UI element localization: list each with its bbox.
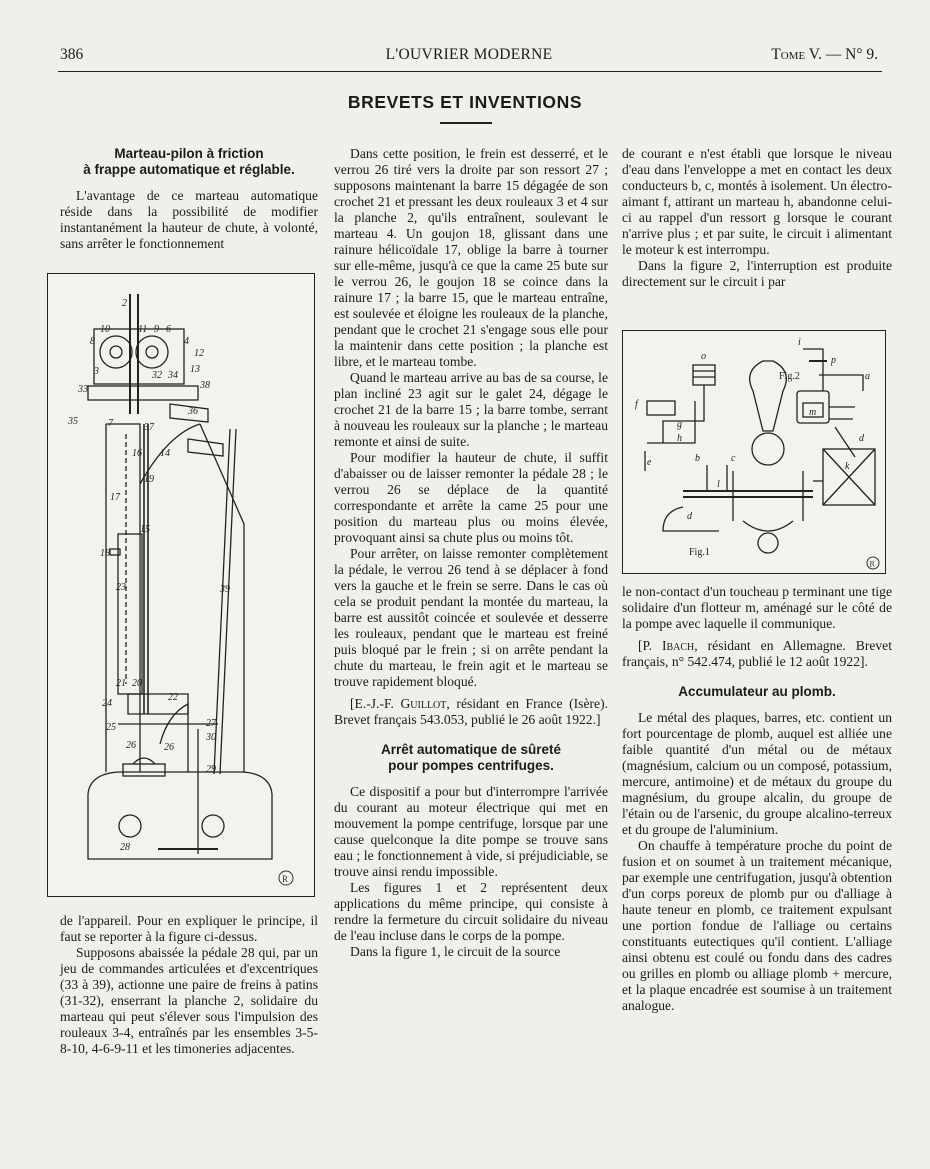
anvil-block [123,764,165,776]
fig1-label-f: f [635,399,638,410]
fig1-label-l: l [717,479,720,490]
hammer-h [647,401,675,415]
pump-bottom [743,521,793,531]
fig2-label-i: i [798,337,801,348]
article-1-intro: L'avantage de ce marteau automatique réside dans la possibilité de modifier instantanément la hauteur de chute, à volonté, sans arrêter le fonctionnement [60,188,318,251]
article-2-para-2: Les figures 1 et 2 représentent deux applications du même principe, qui consiste à rendre la fermeture du circuit solidaire du niveau de l'eau incluse dans le corps de la pompe. [334,880,608,943]
anvil-top [133,758,155,764]
fig2-caption: Fig.2 [779,371,800,382]
bracket-37 [188,439,223,456]
fig-label-28: 28 [120,842,130,853]
page-number: 386 [60,46,84,63]
column-1-bottom [60,913,318,1057]
fig1-label-c: c [731,453,736,464]
brake-plate [88,386,198,400]
fig-label-13: 13 [190,364,200,375]
lever-block [128,694,188,714]
fig-label-32: 32 [152,370,162,381]
wire-a [819,375,863,391]
fig-label-9: 9 [154,324,159,335]
fig-label-27: 27 [206,718,216,729]
fig-label-34: 34 [168,370,178,381]
section-title-rule [440,122,492,124]
fig-label-35: 35 [68,416,78,427]
credit-1-prefix: [E.-J.-F. [350,696,401,711]
fig-label-7: 7 [108,418,113,429]
column-3-top [622,146,892,290]
article-1-title [60,146,318,178]
fig-label-16: 16 [132,448,142,459]
article-1-para-4: Quand le marteau arrive au bas de sa course, le plan incliné 23 agit sur le galet 24, dégage le crochet 21 de la barre 15 ; la barre tombe, serrant à nouveau les rouleaux sur la planche ; le marteau remonte et ainsi de suite. [334,370,608,449]
hammer-ram [118,534,142,694]
article-1-para-1: de l'appareil. Pour en expliquer le principe, il faut se reporter à la figure ci-dessus. [60,913,318,944]
fig1-caption: Fig.1 [689,547,710,558]
base-hole-right [202,815,224,837]
article-3-para-1: Le métal des plaques, barres, etc. contient un fort pourcentage de plomb, auquel est alliée une faible quantité d'un métal ou de métaux (magnésium, calcium ou un composé, potassium, mercure, antimoine) et de métaux du groupe du magnésium, du groupe alcalin, du groupe de l'étain ou de l'arsenic, du groupe alcalino-terreux et du groupe de l'aluminium. [622,710,892,837]
hammer-drawing [48,274,314,896]
article-2-para-5: Dans la figure 2, l'interruption est produite directement sur le circuit i par [622,258,892,289]
float-pipes [829,407,855,419]
pump-impeller [752,433,784,465]
article-1-para-2: Supposons abaissée la pédale 28 qui, par un jeu de commandes articulées et d'excentriques (33 à 39), actionne une paire de freins à patins (31-32), enserrant la planche 2, solidaire du marteau qui peut s'élever sous l'impulsion des rouleaux 3-4, entraînés par les ensembles 3-5-8-10, 4-6-9-11 et les timoneries adjacentes. [60,945,318,1056]
fig-label-8: 8 [90,336,95,347]
fig-label-3: 3 [94,366,99,377]
article-2-para-4: de courant e n'est établi que lorsque le niveau d'eau dans l'enveloppe a met en contact les deux conducteurs b, c, montés à isolement. Un électro-aimant f, attirant un marteau h, abandonne celui-ci au rappel d'un ressort g lorsque le courant n'arrive plus ; et par suite, le circuit i alimentant le moteur k est interrompu. [622,146,892,257]
fig2-label-d: d [859,433,864,444]
fig-label-38: 38 [200,380,210,391]
volume-number: Tome V. — N° 9. [771,46,878,63]
running-header [60,46,878,68]
fig-label-29: 29 [206,764,216,775]
svg-text:R: R [869,559,875,569]
fig2-label-m: m [809,407,817,418]
fig-label-36: 36 [188,406,198,417]
section-title: BREVETS ET INVENTIONS [347,92,583,112]
fig-label-20: 20 [132,678,142,689]
fig2-label-a: a [865,371,870,382]
pump-drain [758,533,778,553]
article-1-credit [334,696,608,728]
publisher-mark-2 [867,557,879,569]
fig-label-10: 10 [100,324,110,335]
fig-label-18: 18 [100,548,110,559]
wire-d [835,427,855,457]
article-2-title [334,742,608,774]
fig-label-39: 39 [220,584,230,595]
credit-1-suffix: , résidant en France (Isère). Brevet français 543.053, publié le 26 août 1922.] [334,696,608,727]
fig-label-14: 14 [160,448,170,459]
article-1-para-3: Dans cette position, le frein est desserré, et le verrou 26 tiré vers la droite par son ressort 27 ; supposons maintenant la barre 15 dégagée de son crochet 21 et pressant les deux rouleaux 3 et 4 sur la planche 2, qu'ils entraînent, soulevant le marteau 4. Un goujon 18, glissant dans une rainure hélicoïdale 17, oblige la barre à tourner sur elle-même, jusqu'à ce que la came 25 bute sur le verrou 26, le goujon 18 se coince dans la rainure 17 ; la barre 15, que le marteau entraîne, est soulevée et éloigne les rouleaux de la planche, pendant que le crochet 21 s'engage sous elle pour la maintenir dans cette position ; la planche est libre, et le marteau tombe. [334,146,608,369]
fig-label-11: 11 [138,324,148,335]
article-2-title-line-1: Arrêt automatique de sûreté [380,742,562,757]
fig-label-22: 22 [168,692,178,703]
fig-label-26b: 26 [164,742,174,753]
article-2-title-line-2: pour pompes centrifuges. [388,758,554,773]
article-1-para-5: Pour modifier la hauteur de chute, il suffit d'abaisser ou de laisser remonter la pédale 28 ; le verrou 26 se déplace de la quantité correspondante et arrête la came 25 pour une position du marteau plus ou moins élevée, provoquant ainsi sa chute plus ou moins tôt. [334,450,608,545]
fig-label-30: 30 [206,732,216,743]
column-3-bottom [622,584,892,1014]
roller-3 [100,336,132,368]
fig1-label-e: e [647,457,652,468]
article-2-para-1: Ce dispositif a pour but d'interrompre l'arrivée du courant au moteur électrique qui met en mouvement la pompe centrifuge, lorsque par une cause quelconque la dite pompe se trouve sans eau ; le fonctionnement à vide, si préjudiciable, se trouve ainsi rendu impossible. [334,784,608,879]
frame-left [106,424,140,772]
fig-label-21: 21 [116,678,126,689]
roller-3-hub [110,346,122,358]
base-hole-left [119,815,141,837]
fig1-label-h: h [677,433,682,444]
credit-2-name: Ibach [661,638,695,653]
credit-2-suffix: , résidant en Allemagne. Brevet français, n° 542.474, publié le 12 août 1922]. [622,638,892,669]
fig-label-26a: 26 [126,740,136,751]
fig1-label-d: d [687,511,692,522]
fig-label-37: 37 [144,422,154,433]
fig-label-25: 25 [106,722,116,733]
wire-g [647,401,695,443]
fig-label-2: 2 [122,298,127,309]
fig2-label-p: p [831,355,836,366]
column-1-top [60,146,318,252]
article-3-para-2: On chauffe à température proche du point de fusion et on soumet à un traitement mécanique, par exemple une centrifugation, jusqu'à obtention d'un corps poreux de plomb pur ou d'alliage à haute teneur en plomb, ce traitement expulsant une portion fondue de l'alliage ou certains constituants eutectiques qu'il contient. L'alliage ainsi obtenu est coulé ou fondu dans des cadres ou grilles en plomb ou alliage plomb + mercure, et la plaque encadrée est soumise à un traitement analogue. [622,838,892,1013]
hammer-figure [47,273,315,897]
electromagnet-f [693,365,715,385]
fig-label-15: 15 [140,524,150,535]
fig1-label-k: k [845,461,850,472]
article-1-title-line-2: à frappe automatique et réglable. [83,162,295,177]
article-2-para-6: le non-contact d'un toucheau p terminant une tige solidaire d'un flotteur m, aménagé sur le côté de la pompe avec laquelle il communique. [622,584,892,631]
wire-e [663,385,704,443]
roller-4-hub [146,346,158,358]
fig-label-19: 19 [144,474,154,485]
fig-label-17: 17 [110,492,120,503]
pump-figure [622,330,886,574]
header-rule [58,71,882,72]
article-1-title-line-1: Marteau-pilon à friction [114,146,264,161]
credit-1-name: Guillot [400,696,447,711]
publisher-mark-1 [279,871,293,885]
article-2-credit [622,638,892,670]
fig-label-12: 12 [194,348,204,359]
column-2 [334,146,608,960]
fig-label-6: 6 [166,324,171,335]
fig-label-24: 24 [102,698,112,709]
circuit-i-wire [803,349,823,391]
roller-4 [136,336,168,368]
fig-label-33: 33 [78,384,88,395]
fig-label-4: 4 [184,336,189,347]
fig-label-23: 23 [116,582,126,593]
hammer-base [88,772,272,859]
fig2-label-o: o [701,351,706,362]
svg-text:R: R [282,874,289,884]
pump-drawing [623,331,885,573]
article-2-para-3: Dans la figure 1, le circuit de la source [350,944,561,959]
journal-title: L'OUVRIER MODERNE [385,46,553,63]
article-3-title: Accumulateur au plomb. [678,684,836,699]
article-1-para-6: Pour arrêter, on laisse remonter complètement la pédale, le verrou 26 tend à se déplacer à fond vers la gauche et le frein se serre. Dans le cas où cela se produit pendant la montée du marteau, la barre est aussitôt coincée et soulevée et desserre les rouleaux, pendant que le marteau est freiné puis bloqué par le frein ; si on arrête pendant la chute du marteau, le frein agit et le marteau se trouve rapidement bloqué. [334,546,608,689]
fig1-label-g: g [677,419,682,430]
fig1-label-b: b [695,453,700,464]
credit-2-prefix: [P. [638,638,662,653]
